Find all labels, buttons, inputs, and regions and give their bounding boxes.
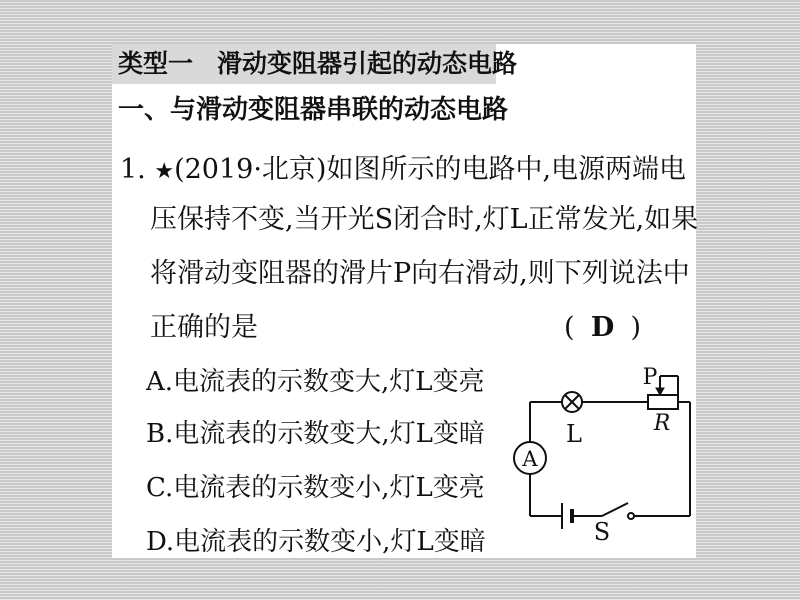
answer-box — [564, 306, 664, 350]
switch-symbol — [602, 503, 634, 519]
circuit-diagram — [510, 362, 700, 552]
battery-symbol — [562, 503, 572, 529]
section-title: 一、与滑动变阻器串联的动态电路 — [118, 95, 509, 125]
ammeter-symbol — [514, 442, 546, 474]
answer-open-paren: ( — [564, 312, 575, 343]
option-c: C.电流表的示数变小,灯L变亮 — [146, 473, 485, 503]
option-d: D.电流表的示数变小,灯L变暗 — [146, 527, 486, 557]
question-source: (2019·北京) — [174, 154, 327, 185]
question-line-3: 将滑动变阻器的滑片P向右滑动,则下列说法中 — [150, 258, 690, 289]
option-b: B.电流表的示数变大,灯L变暗 — [146, 419, 485, 449]
slider-label: P — [642, 365, 658, 390]
answer-close-paren: ) — [630, 312, 642, 343]
type-title: 滑动变阻器引起的动态电路 — [217, 49, 518, 78]
star-icon: ★ — [154, 159, 175, 184]
question-line-2: 压保持不变,当开光S闭合时,灯L正常发光,如果 — [150, 204, 699, 235]
rheostat-label: R — [653, 411, 671, 436]
question-text-1: 如图所示的电路中,电源两端电 — [326, 154, 687, 185]
question-number: 1. — [120, 154, 146, 185]
lamp-symbol — [562, 392, 582, 412]
option-a: A.电流表的示数变大,灯L变亮 — [146, 367, 485, 397]
question-line-4: 正确的是 — [150, 312, 258, 343]
lamp-label: L — [566, 420, 582, 448]
type-tag: 类型一 — [118, 49, 194, 78]
rheostat-symbol — [648, 395, 678, 409]
type-header — [112, 44, 518, 84]
switch-label: S — [593, 518, 611, 546]
answer-letter: D — [590, 312, 615, 343]
ammeter-label: A — [522, 447, 538, 471]
question-line-1 — [120, 148, 687, 192]
